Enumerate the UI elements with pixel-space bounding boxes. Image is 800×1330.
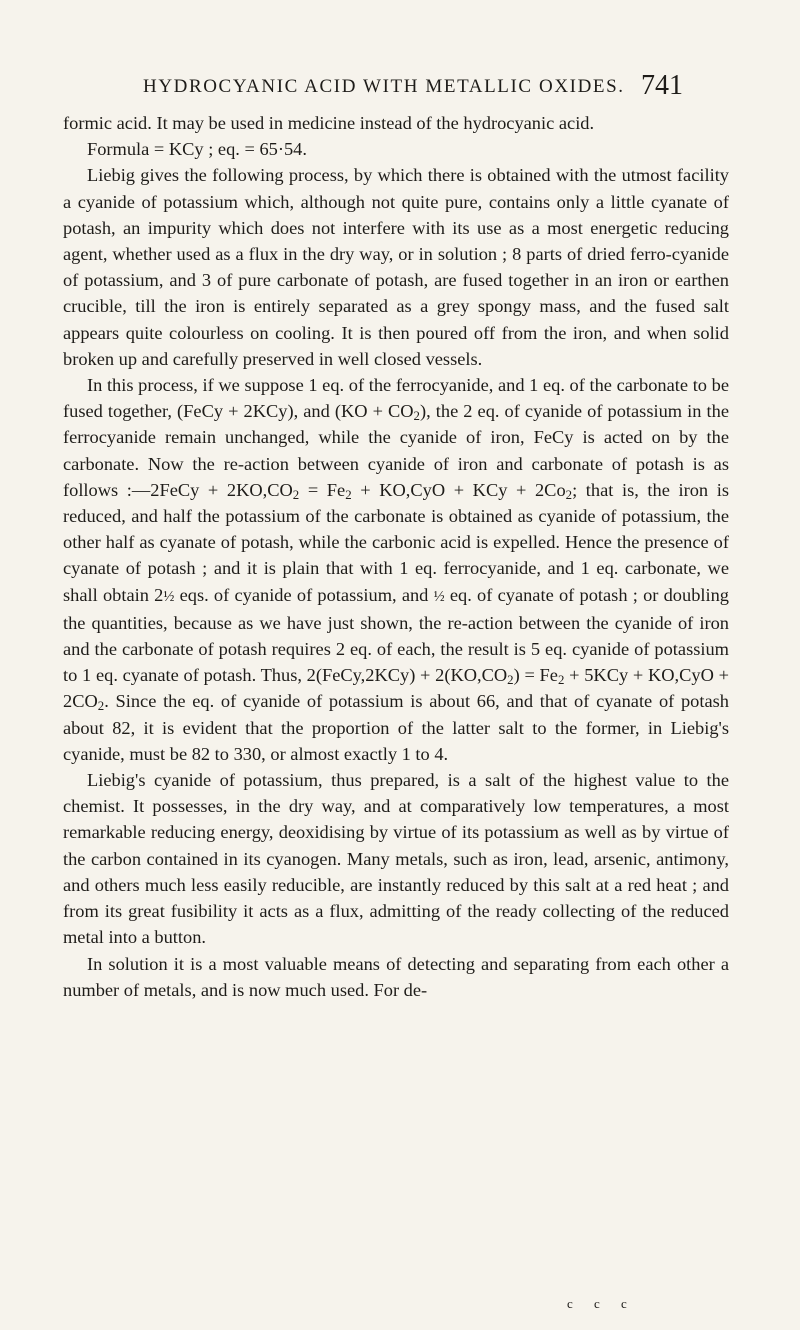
paragraph-p4: In this process, if we suppose 1 eq. of the ferrocyanide, and 1 eq. of the carbonate to be fused together, (FeCy + 2KCy), and $(KO + CO_2)$, the 2 eq. of cyanide of potassium in the ferrocyanide remain unchanged, while the cyanide of iron, FeCy is acted on by the carbonate. Now the re-action between cyanide of iron and carbonate of potash is as follows :—2FeCy + $2KO,CO_2 = Fe_2 + KO,CyO$ + KCy + $2Co_2$; that is, the iron is reduced, and half the potassium of the carbonate is obtained as cyanide of potassium, the other half as cyanate of potash, while the carbonic acid is expelled. Hence the presence of cyanate of potash ; and it is plain that with 1 eq. ferrocyanide, and 1 eq. carbonate, we shall obtain 2½ eqs. of cyanide of potassium, and ½ eq. of cyanate of potash ; or doubling the quantities, because as we have just shown, the re-action between the cyanide of iron and the carbonate of potash requires 2 eq. of each, the result is 5 eq. cyanide of potassium to 1 eq. cyanate of potash. Thus, 2(FeCy,2KCy) + $2(KO,CO_2) = Fe_2 + 5KCy + KO,CyO + 2CO_2$. Since the eq. of cyanide of potassium is about 66, and that of cyanate of potash about 82, it is evident that the proportion of the latter salt to the former, in Liebig's cyanide, must be 82 to 330, or almost exactly 1 to 4. [63,375,729,764]
paragraph-p6: In solution it is a most valuable means of detecting and separating from each other a number of metals, and is now much used. For de- [63,953,729,1000]
page-header [0,70,800,106]
running-head: HYDROCYANIC ACID WITH METALLIC OXIDES. [143,76,625,97]
page-number: 741 [641,70,683,101]
signature-mark: c c c [567,1296,636,1311]
paragraph-p3: Liebig gives the following process, by which there is obtained with the utmost facility a cyanide of potassium which, although not quite pure, contains only a little cyanate of potash, an impurity which does not interfere with its use as a most energetic reducing agent, whether used as a flux in the dry way, or in solution ; 8 parts of dried ferro-cyanide of potassium, and 3 of pure carbonate of potash, are fused together in an iron or earthen crucible, till the iron is entirely separated as a grey spongy mass, and the fused salt appears quite colourless on cooling. It is then poured off from the iron, and when solid broken up and carefully preserved in well closed vessels. [63,165,729,369]
paragraph-p1: formic acid. It may be used in medicine instead of the hydrocyanic acid. [63,113,595,133]
paragraph-p5: Liebig's cyanide of potassium, thus prepared, is a salt of the highest value to the chemist. It possesses, in the dry way, and at comparatively low temperatures, a most remarkable reducing energy, deoxidising by virtue of its potassium as well as by virtue of the carbon contained in its cyanogen. Many metals, such as iron, lead, arsenic, antimony, and others much less easily reducible, are instantly reduced by this salt at a red heat ; and from its great fusibility it acts as a flux, admitting of the ready collecting of the reduced metal into a button. [63,770,729,948]
paragraph-p2: Formula = KCy ; eq. = 65·54. [87,139,307,160]
body-text [63,110,729,1003]
